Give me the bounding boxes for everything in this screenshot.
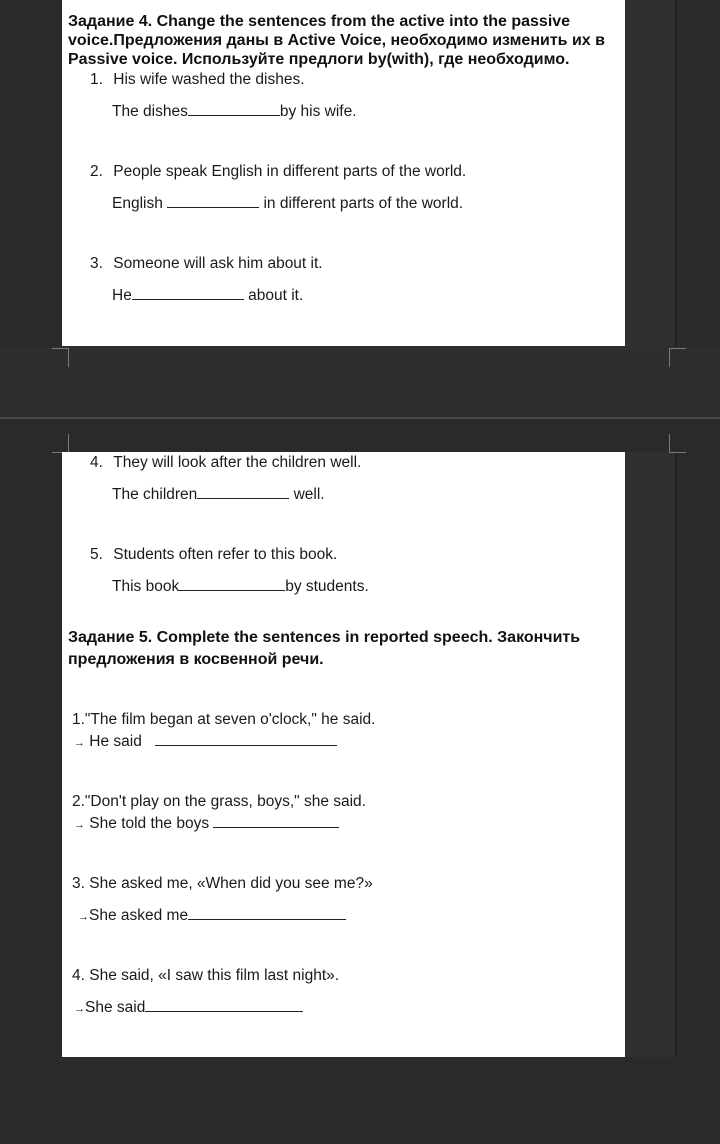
arrow-right-icon: → — [74, 819, 85, 831]
answer-line — [74, 813, 339, 835]
answer-prefix: The children — [112, 486, 198, 503]
crop-mark-icon — [52, 348, 69, 367]
arrow-right-icon: → — [74, 737, 85, 749]
crop-mark-icon — [669, 348, 686, 367]
item-number: 1. — [90, 71, 103, 88]
answer-blank[interactable] — [197, 484, 289, 499]
answer-prefix: English — [112, 195, 168, 212]
crop-mark-icon — [52, 434, 69, 453]
answer-prefix: He said — [85, 733, 155, 750]
answer-line — [112, 576, 369, 597]
item-sentence: Someone will ask him about it. — [113, 255, 323, 272]
answer-prefix: This book — [112, 578, 180, 595]
answer-blank[interactable] — [155, 731, 337, 746]
answer-line — [112, 101, 357, 122]
arrow-right-icon: → — [74, 1003, 85, 1015]
heading-line: предложения в косвенной речи. — [68, 651, 324, 668]
answer-prefix: She told the boys — [85, 815, 214, 832]
heading-line: Passive voice. Используйте предлоги by(with), где необходимо. — [68, 51, 570, 68]
answer-suffix: about it. — [243, 287, 304, 304]
answer-blank[interactable] — [132, 285, 244, 300]
item-number: 5. — [90, 546, 103, 563]
item-sentence: They will look after the children well. — [113, 454, 362, 471]
reported-speech-sentence: 4. She said, «I saw this film last night». — [72, 967, 340, 984]
answer-line — [78, 905, 346, 927]
crop-mark-icon — [669, 434, 686, 453]
answer-suffix: in different parts of the world. — [259, 195, 464, 212]
heading-line: Задание 5. Complete the sentences in reported speech. Закончить — [68, 629, 581, 646]
item-sentence: Students often refer to this book. — [113, 546, 338, 563]
task-5-heading — [68, 628, 620, 669]
list-item — [90, 545, 337, 565]
item-sentence: People speak English in different parts of the world. — [113, 163, 467, 180]
answer-blank[interactable] — [188, 905, 346, 920]
item-sentence: His wife washed the dishes. — [113, 71, 305, 88]
answer-suffix: by students. — [285, 578, 369, 595]
page-separator — [0, 417, 720, 419]
heading-line: Задание 4. Change the sentences from the active into the passive — [68, 13, 571, 30]
answer-blank[interactable] — [188, 101, 280, 116]
reported-speech-sentence: 3. She asked me, «When did you see me?» — [72, 875, 373, 892]
answer-blank[interactable] — [145, 997, 303, 1012]
item-number: 4. — [90, 454, 103, 471]
answer-blank[interactable] — [167, 193, 259, 208]
item-number: 2. — [90, 163, 103, 180]
answer-blank[interactable] — [213, 813, 339, 828]
item-number: 3. — [90, 255, 103, 272]
answer-suffix: well. — [289, 486, 325, 503]
arrow-right-icon: → — [78, 911, 89, 923]
page-gap — [0, 346, 720, 418]
list-item — [90, 254, 323, 274]
list-item — [90, 70, 305, 90]
answer-prefix: She said — [85, 999, 146, 1016]
answer-line — [74, 997, 303, 1019]
page-1-margin — [625, 0, 676, 346]
task-4-heading — [68, 12, 620, 69]
answer-line — [74, 731, 337, 753]
heading-line: voice.Предложения даны в Active Voice, необходимо изменить их в — [68, 32, 605, 49]
list-item — [90, 453, 361, 473]
answer-prefix: The dishes — [112, 103, 188, 120]
answer-line — [112, 193, 463, 214]
reported-speech-sentence: 1."The film began at seven o'clock," he said. — [72, 711, 376, 728]
answer-line — [112, 484, 325, 505]
answer-prefix: He — [112, 287, 132, 304]
answer-blank[interactable] — [179, 576, 285, 591]
answer-prefix: She asked me — [89, 907, 189, 924]
answer-suffix: by his wife. — [279, 103, 357, 120]
answer-line — [112, 285, 303, 306]
reported-speech-sentence: 2."Don't play on the grass, boys," she said. — [72, 793, 366, 810]
page-2-margin — [625, 452, 676, 1057]
list-item — [90, 162, 466, 182]
